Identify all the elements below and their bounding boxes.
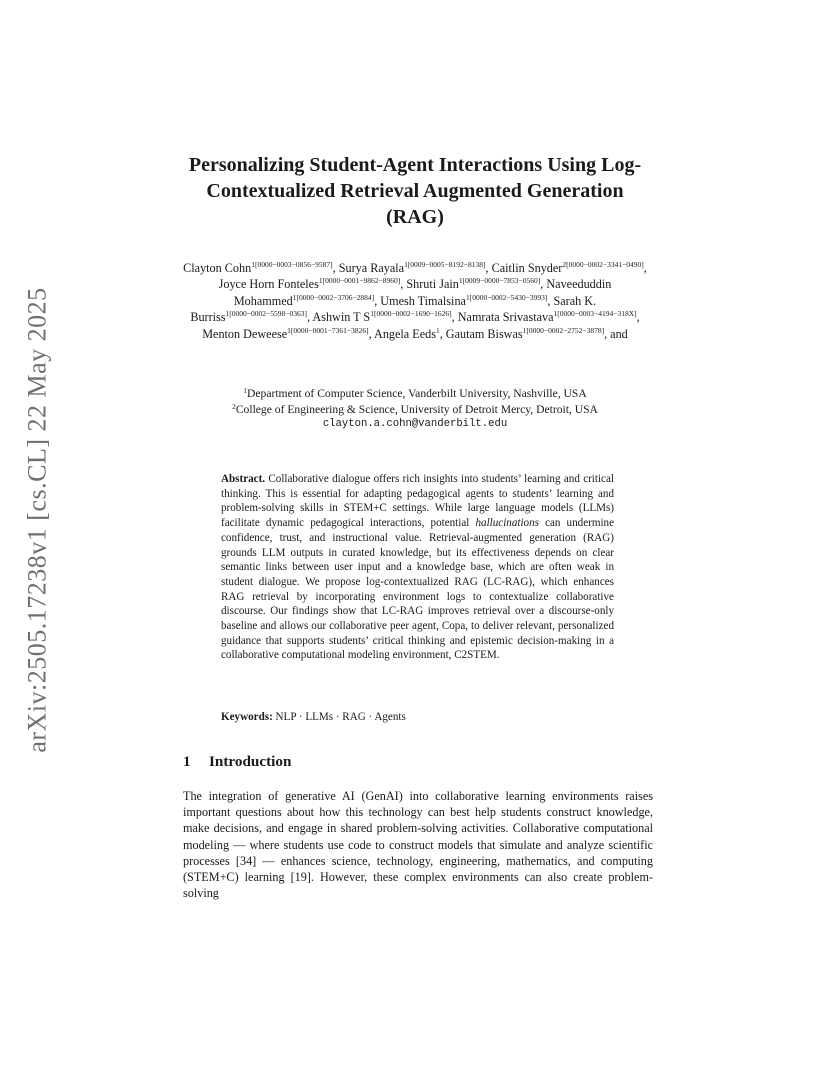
paper-title: Personalizing Student-Agent Interactions Using Log-Contextualized Retrieval Augmented Generation (RAG) bbox=[188, 154, 642, 228]
author bbox=[374, 327, 440, 341]
author bbox=[492, 261, 644, 275]
author-name: Ashwin T S bbox=[312, 310, 371, 325]
affiliations bbox=[178, 386, 652, 433]
affiliation-1-text: Department of Computer Science, Vanderbilt University, Nashville, USA bbox=[247, 387, 587, 400]
author bbox=[202, 327, 368, 341]
keywords-heading: Keywords: bbox=[221, 711, 273, 723]
author-name: Menton Deweese bbox=[202, 326, 288, 341]
keywords-text: NLP · LLMs · RAG · Agents bbox=[275, 711, 406, 723]
author-orcid: 1[0009−0005−8192−8138] bbox=[404, 260, 486, 269]
author-orcid: 1[0000−0002−5430−3993] bbox=[465, 292, 548, 302]
author-name: Gautam Biswas bbox=[445, 326, 523, 341]
affiliation-1 bbox=[178, 386, 652, 402]
author-orcid: 1 bbox=[435, 325, 440, 335]
introduction-paragraph: The integration of generative AI (GenAI) into collaborative learning environments raises important questions about how this technology can best help students construct knowledge, make decisions, and engage in shared problem-solving activities. Collaborative computational modeling — where students use code to construct models that simulate and analyze scientific processes [34] — enhances science, technology, engineering, mathematics, and computing (STEM+C) learning [19]. However, these complex environments can also create problem-solving bbox=[183, 789, 653, 901]
author-list: Clayton Cohn$^{1[0000-0003-0856-9587]}$, Surya Rayala$^{1[0009-0005-8192-8138]}$, Caitlin Snyder$^{2[0000-0002-3341-0490]}$, Joyce Horn Fonteles$^{1[0000-0001-9862-8960]}$, Shruti Jain$^{1[0009-0000-7853-0560]}$, Naveeduddin Mohammed$^{1[0000-0002-3706-2884]}$, Umesh Timalsina$^{1[0000-0002-5430-3993]}$, Sarah K. Burriss$^{1[0000-0002-5598-0363]}$, Ashwin T $S^{1[0000-0002-1690-1626]}$, Namrata Srivastava$^{1[0000-0003-4194-318X]}$, Menton Deweese$^{1[0000-0001-7361-3826]}$, Angela Eeds$^1$, Gautam Biswas$^{1[0000-0002-2752-3878]}$, and bbox=[183, 260, 647, 341]
author-orcid: 1[0000−0003−4194−318X] bbox=[553, 309, 637, 319]
author-orcid: 1[0000−0001−7361−3826] bbox=[287, 325, 369, 335]
author-orcid: 2[0000−0002−3341−0490] bbox=[562, 260, 644, 269]
section-number: 1 bbox=[183, 753, 191, 770]
abstract-italic-term: hallucinations bbox=[475, 517, 539, 530]
author-name: Sarah K. Burriss bbox=[190, 293, 597, 325]
arxiv-identifier-text: arXiv:2505.17238v1 [cs.CL] 22 May 2025 bbox=[23, 287, 52, 753]
author-name: Shruti Jain bbox=[406, 277, 459, 292]
affiliation-2-marker: 2 bbox=[232, 401, 236, 411]
author-name: Joyce Horn Fonteles bbox=[218, 277, 319, 292]
arxiv-identifier bbox=[18, 280, 58, 760]
author-orcid: 1[0000−0002−2752−3878] bbox=[522, 325, 605, 335]
author-name: Naveeduddin Mohammed bbox=[233, 277, 612, 308]
author bbox=[406, 277, 540, 291]
abstract bbox=[221, 472, 614, 663]
author-name: Surya Rayala bbox=[338, 261, 405, 275]
author-orcid: 1[0009−0000−7853−0560] bbox=[458, 276, 541, 286]
author bbox=[380, 294, 547, 308]
author-orcid: 1[0000−0003−0856−9587] bbox=[251, 260, 333, 269]
affiliation-1-marker: 1 bbox=[243, 386, 248, 395]
keywords bbox=[221, 710, 614, 725]
author-name: Umesh Timalsina bbox=[380, 293, 466, 308]
abstract-text-part-1: Collaborative dialogue offers rich insights into students’ learning and critical thinking. This is essential for adapting pedagogical agents to students’ learning and problem-solving skills in STEM+C settings. While large language models (LLMs) facilitate dynamic pedagogical interactions, potential bbox=[221, 473, 614, 530]
author-orcid: 1[0000−0002−3706−2884] bbox=[292, 292, 375, 302]
author bbox=[458, 310, 637, 324]
section-heading-introduction bbox=[183, 752, 291, 772]
author-name: Angela Eeds bbox=[374, 326, 436, 341]
author-list-tail: , and bbox=[604, 326, 628, 341]
author-orcid: 1[0000−0001−9862−8960] bbox=[318, 276, 401, 286]
abstract-text-part-2: can undermine confidence, trust, and instructional value. Retrieval-augmented generation (RAG) grounds LLM outputs in curated knowledge, but its effectiveness depends on clear semantic links between user input and a knowledge base, which are often weak in student dialogue. We propose log-contextualized RAG (LC-RAG), which enhances RAG retrieval by incorporating environment logs to contextualize collaborative discourse. Our findings show that LC-RAG improves retrieval over a discourse-only baseline and allows our collaborative peer agent, Copa, to deliver relevant, personalized guidance that supports students’ critical thinking and epistemic decision-making in a collaborative computational modeling environment, C2STEM. bbox=[221, 517, 614, 662]
abstract-heading: Abstract. bbox=[221, 473, 266, 485]
author-name: Caitlin Snyder bbox=[491, 261, 563, 275]
author bbox=[339, 261, 486, 275]
author-name: Clayton Cohn bbox=[183, 261, 252, 275]
author bbox=[312, 310, 451, 324]
author-name: Namrata Srivastava bbox=[457, 310, 554, 325]
affiliation-2-text: College of Engineering & Science, University of Detroit Mercy, Detroit, USA bbox=[235, 402, 598, 416]
section-title: Introduction bbox=[209, 753, 292, 770]
author-orcid: 1[0000−0002−5598−0363] bbox=[225, 309, 307, 319]
author bbox=[219, 277, 401, 291]
author bbox=[183, 261, 333, 275]
contact-email: clayton.a.cohn@vanderbilt.edu bbox=[322, 418, 508, 430]
affiliation-2 bbox=[178, 402, 652, 418]
author-orcid: 1[0000−0002−1690−1626] bbox=[370, 309, 452, 319]
author bbox=[446, 327, 604, 341]
